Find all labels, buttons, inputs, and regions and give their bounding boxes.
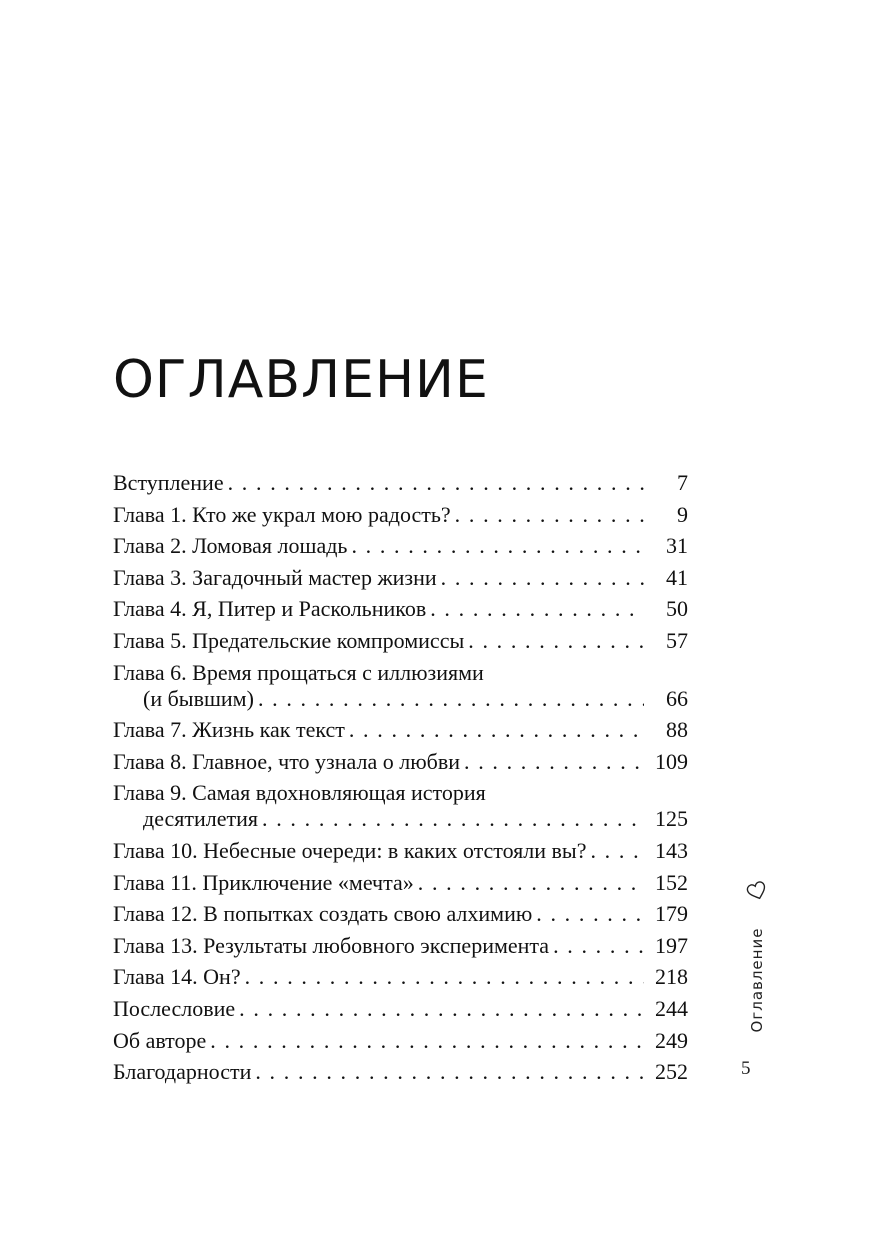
toc-entry-title: Глава 1. Кто же украл мою радость? (113, 501, 451, 527)
toc-leader-dots (455, 502, 644, 528)
toc-leader-dots (553, 933, 644, 959)
toc-page-number: 179 (655, 901, 688, 927)
toc-line (113, 933, 688, 959)
toc-leader-dots (228, 470, 644, 496)
toc-entry (113, 964, 688, 990)
toc-page-number: 88 (666, 717, 688, 743)
toc-line (113, 533, 688, 559)
toc-page-number: 66 (666, 685, 688, 711)
running-head: Оглавление (748, 927, 766, 1033)
heart-icon (746, 880, 768, 902)
toc-leader-dots (258, 686, 644, 712)
toc-entry-title: Глава 11. Приключение «мечта» (113, 869, 414, 895)
toc-leader-dots (351, 533, 644, 559)
toc-entry (113, 470, 688, 496)
toc-page-number: 152 (655, 869, 688, 895)
toc-line (113, 780, 688, 806)
toc-leader-dots (255, 1059, 644, 1085)
toc-entry-title: Глава 9. Самая вдохновляющая история (113, 780, 486, 806)
toc-line (113, 996, 688, 1022)
toc-line (113, 717, 688, 743)
toc-leader-dots (464, 749, 644, 775)
toc-entry (113, 996, 688, 1022)
toc-page-number: 197 (655, 932, 688, 958)
toc-entry-title: Вступление (113, 470, 224, 495)
toc-line (113, 749, 688, 775)
toc-page-number: 125 (655, 806, 688, 832)
toc-entry-title: Глава 8. Главное, что узнала о любви (113, 748, 460, 774)
toc-entry (113, 717, 688, 743)
toc-page-number: 50 (666, 596, 688, 622)
toc-page-number: 244 (655, 995, 688, 1021)
table-of-contents (113, 470, 688, 1091)
toc-line (113, 1059, 688, 1085)
toc-line (113, 686, 688, 712)
toc-entry-title: Об авторе (113, 1027, 207, 1053)
toc-page-number: 143 (655, 837, 688, 863)
toc-leader-dots (262, 806, 644, 832)
toc-page-number: 57 (666, 627, 688, 653)
toc-entry-title: Глава 14. Он? (113, 964, 241, 990)
toc-entry (113, 780, 688, 832)
toc-entry-title: Глава 2. Ломовая лошадь (113, 533, 348, 559)
toc-entry-title: Глава 7. Жизнь как текст (113, 717, 345, 743)
toc-page-number: 249 (655, 1027, 688, 1053)
toc-leader-dots (468, 628, 644, 654)
toc-entry (113, 565, 688, 591)
toc-leader-dots (441, 565, 644, 591)
toc-entry-title: Глава 12. В попытках создать свою алхимию (113, 901, 533, 927)
toc-page-number: 31 (666, 533, 688, 559)
toc-entry (113, 901, 688, 927)
toc-line (113, 870, 688, 896)
toc-page-number: 9 (677, 501, 688, 527)
toc-leader-dots (418, 870, 644, 896)
toc-page-number: 7 (677, 470, 688, 495)
toc-entry-title: Глава 3. Загадочный мастер жизни (113, 564, 437, 590)
toc-entry (113, 533, 688, 559)
toc-line (113, 660, 688, 686)
toc-entry (113, 749, 688, 775)
toc-line (113, 838, 688, 864)
toc-entry-title: (и бывшим) (143, 685, 254, 711)
toc-page-number: 109 (655, 748, 688, 774)
toc-entry-title: Глава 4. Я, Питер и Раскольников (113, 596, 427, 622)
toc-line (113, 901, 688, 927)
toc-line (113, 470, 688, 496)
toc-entry-title: Глава 13. Результаты любовного эксперимента (113, 932, 550, 958)
toc-entry (113, 933, 688, 959)
toc-leader-dots (349, 717, 644, 743)
toc-entry (113, 660, 688, 712)
toc-entry-title: Глава 6. Время прощаться с иллюзиями (113, 659, 484, 685)
toc-leader-dots (245, 964, 644, 990)
toc-entry-title: Послесловие (113, 995, 236, 1021)
toc-line (113, 628, 688, 654)
toc-entry (113, 1059, 688, 1085)
page-number: 5 (741, 1058, 751, 1079)
toc-entry-title: Благодарности (113, 1059, 252, 1085)
toc-entry-title: Глава 5. Предательские компромиссы (113, 627, 465, 653)
toc-entry (113, 870, 688, 896)
toc-entry-title: десятилетия (143, 806, 259, 832)
toc-page-number: 41 (666, 564, 688, 590)
toc-entry (113, 596, 688, 622)
toc-line (113, 964, 688, 990)
toc-entry (113, 838, 688, 864)
toc-line (113, 502, 688, 528)
side-running-header (744, 880, 770, 1033)
toc-line (113, 806, 688, 832)
toc-leader-dots (210, 1028, 644, 1054)
toc-entry (113, 1028, 688, 1054)
toc-page-number: 252 (655, 1059, 688, 1085)
toc-entry-title: Глава 10. Небесные очереди: в каких отстояли вы? (113, 837, 587, 863)
toc-page-number: 218 (655, 964, 688, 990)
toc-line (113, 565, 688, 591)
toc-line (113, 1028, 688, 1054)
toc-entry (113, 628, 688, 654)
toc-leader-dots (430, 596, 644, 622)
toc-line (113, 596, 688, 622)
page-title: ОГЛАВЛЕНИЕ (113, 350, 489, 410)
toc-leader-dots (536, 901, 644, 927)
toc-leader-dots (239, 996, 644, 1022)
toc-leader-dots (590, 838, 644, 864)
toc-entry (113, 502, 688, 528)
